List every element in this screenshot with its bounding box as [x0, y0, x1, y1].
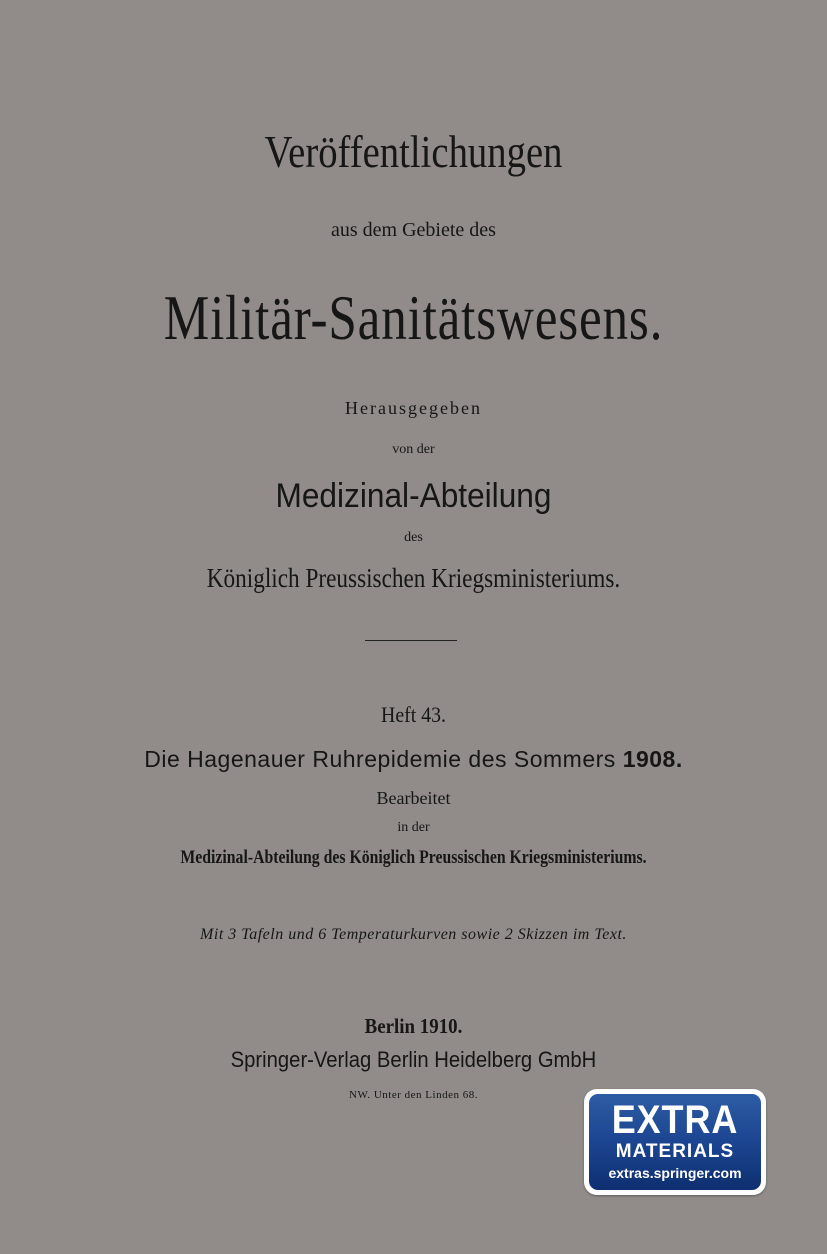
editor-von: von der — [392, 442, 435, 457]
processed-by: Medizinal-Abteilung des Königlich Preussischen Kriegsministeriums. — [180, 847, 647, 868]
extras-note: Mit 3 Tafeln und 6 Temperaturkurven sowie 2 Skizzen im Text. — [200, 926, 627, 943]
issue-number: Heft 43. — [381, 702, 446, 727]
series-subtitle: aus dem Gebiete des — [331, 219, 496, 241]
badge-panel — [589, 1094, 761, 1190]
processed-in: in der — [397, 820, 430, 835]
editor-ministry: Königlich Preussischen Kriegsministeriums. — [206, 563, 621, 593]
badge-line-extra: EXTRA — [611, 1098, 739, 1142]
badge-line-materials: MATERIALS — [615, 1141, 735, 1162]
issue-title-text: Die Hagenauer Ruhrepidemie des Sommers — [144, 746, 616, 772]
publisher: Springer-Verlag Berlin Heidelberg GmbH — [230, 1047, 597, 1072]
editor-intro: Herausgegeben — [345, 398, 482, 418]
extra-materials-badge[interactable] — [584, 1089, 766, 1195]
publisher-address: NW. Unter den Linden 68. — [349, 1089, 478, 1101]
editor-name: Medizinal-Abteilung — [275, 477, 552, 515]
editor-des: des — [404, 530, 423, 545]
issue-title-year: 1908. — [622, 746, 683, 772]
badge-url[interactable]: extras.springer.com — [608, 1165, 742, 1181]
processed-label: Bearbeitet — [376, 788, 451, 808]
series-title: Veröffentlichungen — [264, 127, 563, 177]
issue-title — [0, 743, 827, 775]
publication-place-year: Berlin 1910. — [364, 1014, 463, 1038]
main-title: Militär-Sanitätswesens. — [163, 282, 664, 353]
divider-rule — [365, 640, 457, 641]
